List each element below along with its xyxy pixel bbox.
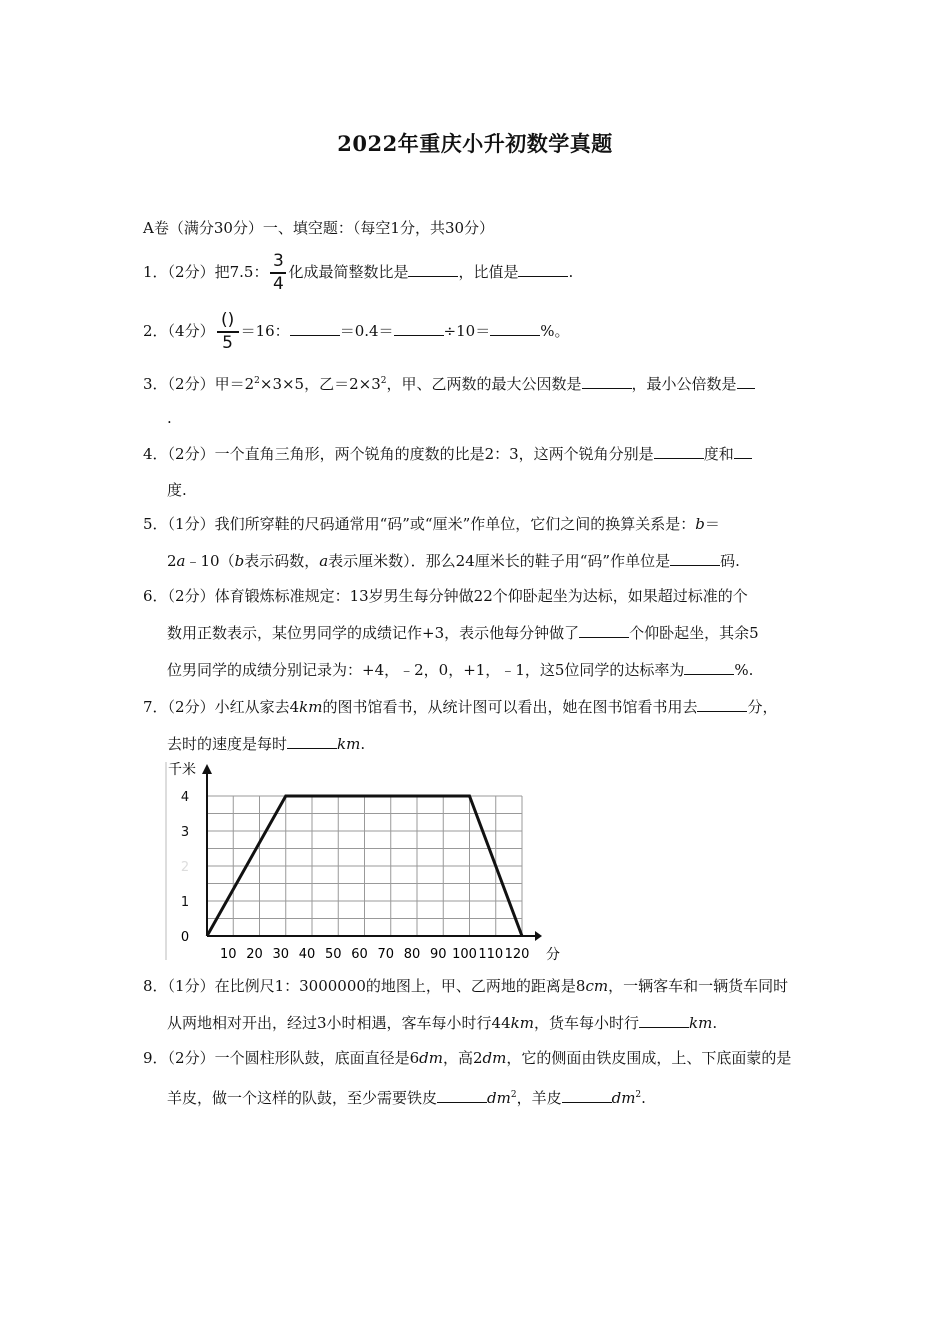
q9-text: 羊皮，做一个这样的队鼓，至少需要铁皮 <box>167 1089 438 1107</box>
q3-exponent: 2 <box>380 376 387 386</box>
question-2 <box>143 309 569 353</box>
q4-text: 度和 <box>703 445 734 463</box>
q5-text: ＝ <box>704 515 720 533</box>
q6-text: 位男同学的成绩分别记录为：+4，﹣2，0，+1，﹣1，这5位同学的达标率为 <box>167 661 685 679</box>
y-tick-label: 3 <box>180 825 190 840</box>
x-tick-label: 110 <box>478 947 504 962</box>
x-tick-label: 70 <box>377 947 395 962</box>
q3-text: ，最小公倍数是 <box>631 375 737 393</box>
origin-label: 0 <box>180 930 190 945</box>
q6-text: 个仰卧起坐，其余5 <box>629 624 759 642</box>
q9-exponent: 2 <box>635 1090 642 1100</box>
q1-frac-den: 4 <box>273 273 284 294</box>
question-7 <box>143 697 778 717</box>
q5-text: 2 <box>167 552 177 570</box>
q9-text: ，羊皮 <box>516 1089 562 1107</box>
q2-prefix: 2．（4分） <box>143 322 215 340</box>
q9-unit: dm <box>419 1049 443 1067</box>
q5-line2 <box>167 551 740 571</box>
q3-text: 3．（2分）甲＝2 <box>143 375 255 393</box>
q4-line2: 度. <box>167 481 187 499</box>
q2-frac-num: () <box>220 310 235 331</box>
q1-text: 化成最简整数比是 <box>288 263 409 281</box>
q8-unit: km <box>688 1014 713 1032</box>
q7-text: 分， <box>747 698 778 716</box>
q5-text: 表示厘米数）．那么24厘米长的鞋子用“码”作单位是 <box>328 552 671 570</box>
x-tick-label: 30 <box>272 947 290 962</box>
q2-text2: ＝0.4＝ <box>339 322 394 340</box>
q9-text: ，它的侧面由铁皮围成，上、下底面蒙的是 <box>506 1049 792 1067</box>
q2-fraction <box>217 311 239 353</box>
q9-unit: dm <box>611 1089 636 1107</box>
x-tick-label: 60 <box>351 947 368 962</box>
answer-blank[interactable] <box>737 374 755 389</box>
q1-frac-num: 3 <box>273 251 284 272</box>
q8-line2 <box>167 1013 717 1033</box>
x-axis-arrow <box>535 931 542 941</box>
answer-blank[interactable] <box>582 374 632 389</box>
answer-blank[interactable] <box>654 444 704 459</box>
q6-text: %. <box>734 661 754 679</box>
q7-unit: km <box>299 698 323 716</box>
q6-text: 数用正数表示，某位男同学的成绩记作+3，表示他每分钟做了 <box>167 624 580 642</box>
answer-blank[interactable] <box>734 444 752 459</box>
q5-var: a <box>319 552 329 570</box>
distance-time-chart <box>160 760 580 970</box>
q1-end: . <box>568 263 574 281</box>
answer-blank[interactable] <box>518 262 568 277</box>
q9-text: ，高2 <box>442 1049 483 1067</box>
answer-blank[interactable] <box>290 321 340 336</box>
q6-line2 <box>167 623 759 643</box>
q9-text: 9．（2分）一个圆柱形队鼓，底面直径是6 <box>143 1049 420 1067</box>
y-axis-label: 千米 <box>168 762 196 778</box>
q8-text: 8．（1分）在比例尺1：3000000的地图上，甲、乙两地的距离是8 <box>143 977 586 995</box>
answer-blank[interactable] <box>684 660 734 675</box>
q8-text: . <box>712 1014 718 1032</box>
y-tick-label: 1 <box>180 895 190 910</box>
section-header: A卷（满分30分）一、填空题：（每空1分，共30分） <box>143 219 495 237</box>
answer-blank[interactable] <box>287 734 337 749</box>
chart-grid <box>207 796 522 936</box>
q2-frac-den: 5 <box>222 332 233 353</box>
answer-blank[interactable] <box>408 262 458 277</box>
question-3 <box>143 371 755 394</box>
q3-text: ×3×5，乙＝2×3 <box>259 375 381 393</box>
q9-exponent: 2 <box>510 1090 517 1100</box>
q9-line2 <box>167 1085 646 1108</box>
y-tick-label: 2 <box>180 860 190 875</box>
q5-var: b <box>695 515 705 533</box>
q8-text: ，货车每小时行 <box>533 1014 639 1032</box>
question-9 <box>143 1048 791 1068</box>
q4-text: 4．（2分）一个直角三角形，两个锐角的度数的比是2：3，这两个锐角分别是 <box>143 445 654 463</box>
x-tick-label: 10 <box>219 947 237 962</box>
x-tick-label: 50 <box>324 947 342 962</box>
q1-prefix: 1．（2分）把7.5： <box>143 263 269 281</box>
y-axis-arrow <box>202 764 212 774</box>
q7-text: 7．（2分）小红从家去4 <box>143 698 300 716</box>
q7-text: 去时的速度是每时 <box>167 735 288 753</box>
question-4 <box>143 444 752 464</box>
q2-text1: ＝16： <box>240 322 290 340</box>
q5-text: 5．（1分）我们所穿鞋的尺码通常用“码”或“厘米”作单位，它们之间的换算关系是： <box>143 515 696 533</box>
q7-unit: km <box>337 735 361 753</box>
q9-unit: dm <box>487 1089 511 1107</box>
q1-fraction <box>270 252 286 294</box>
q2-text3: ÷10＝ <box>443 322 491 340</box>
answer-blank[interactable] <box>579 623 629 638</box>
answer-blank[interactable] <box>639 1013 689 1028</box>
q8-unit: km <box>510 1014 534 1032</box>
y-tick-label: 4 <box>180 790 190 805</box>
answer-blank[interactable] <box>490 321 540 336</box>
q7-line2 <box>167 734 365 754</box>
answer-blank[interactable] <box>697 697 747 712</box>
x-tick-label: 40 <box>298 947 316 962</box>
q7-text: 的图书馆看书，从统计图可以看出，她在图书馆看书用去 <box>322 698 698 716</box>
question-8 <box>143 976 788 996</box>
x-axis-label: 分 <box>546 947 560 963</box>
q5-text: ﹣10（ <box>185 552 235 570</box>
q1-text2: ，比值是 <box>458 263 519 281</box>
q5-var: b <box>234 552 245 570</box>
question-1 <box>143 250 573 294</box>
q8-unit: cm <box>585 977 609 995</box>
answer-blank[interactable] <box>394 321 444 336</box>
q3-exponent: 2 <box>254 376 260 386</box>
q9-text: . <box>641 1089 646 1107</box>
q3-line2: . <box>167 409 172 427</box>
x-tick-label: 100 <box>452 947 477 962</box>
page-title: 2022年重庆小升初数学真题 <box>337 131 613 156</box>
answer-blank[interactable] <box>562 1088 612 1103</box>
question-6: 6．（2分）体育锻炼标准规定：13岁男生每分钟做22个仰卧起坐为达标，如果超过标准的个 <box>143 587 748 605</box>
q5-text: 码. <box>720 552 740 570</box>
q3-text: ，甲、乙两数的最大公因数是 <box>386 375 582 393</box>
x-tick-label: 20 <box>246 947 263 962</box>
q5-text: 表示码数， <box>244 552 320 570</box>
q5-var: a <box>176 552 186 570</box>
q7-text: . <box>360 735 366 753</box>
x-tick-label: 90 <box>429 947 447 962</box>
x-tick-label: 80 <box>403 947 421 962</box>
answer-blank[interactable] <box>437 1088 487 1103</box>
q8-text: ，一辆客车和一辆货车同时 <box>608 977 789 995</box>
answer-blank[interactable] <box>670 551 720 566</box>
q8-text: 从两地相对开出，经过3小时相遇，客车每小时行44 <box>167 1014 511 1032</box>
question-5 <box>143 514 720 534</box>
q6-line3 <box>167 660 753 680</box>
q2-end: %。 <box>540 322 570 340</box>
x-tick-label: 120 <box>504 947 530 962</box>
q9-unit: dm <box>482 1049 507 1067</box>
